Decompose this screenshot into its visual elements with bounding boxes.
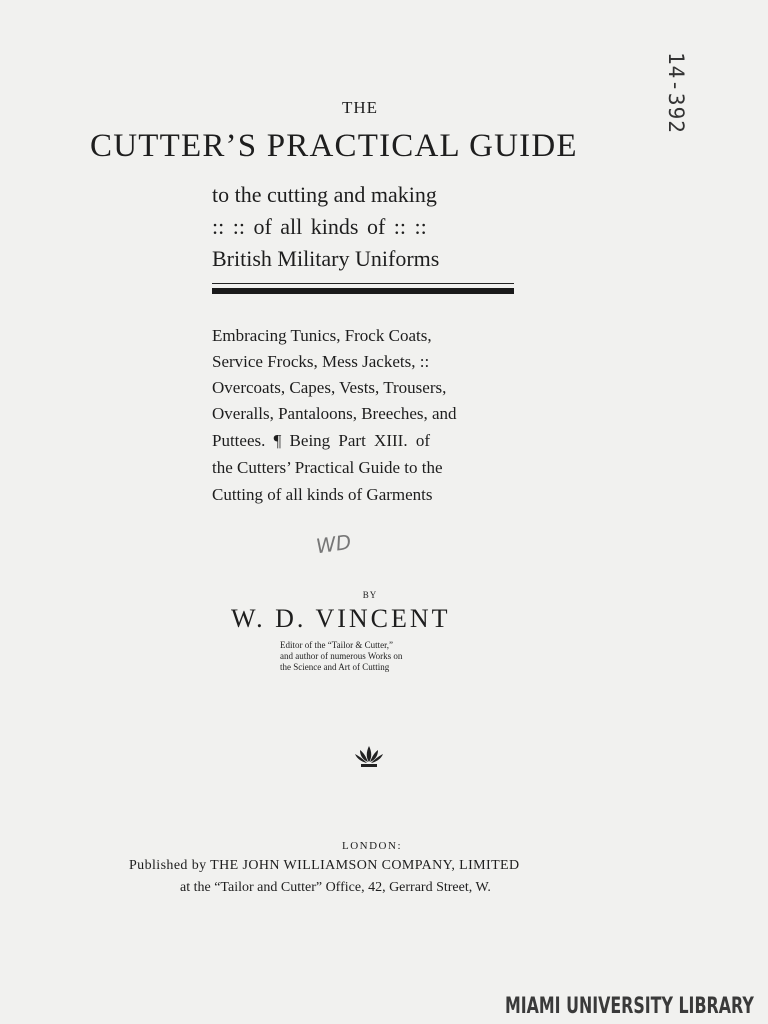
contents-line-5: Puttees. ¶ Being Part XIII. of [212,431,430,450]
imprint-publisher: Published by THE JOHN WILLIAMSON COMPANY, LIMITED [129,858,520,873]
imprint-office: at the “Tailor and Cutter” Office, 42, Gerrard Street, W. [180,880,491,895]
contents-line-1: Embracing Tunics, Frock Coats, [212,326,432,345]
subtitle-line-2: :: :: of all kinds of :: :: [212,214,427,239]
library-stamp: MIAMI UNIVERSITY LIBRARY [505,994,754,1019]
handwritten-initials: WD [314,529,353,559]
editor-line-2: and author of numerous Works on [280,651,403,661]
contents-line-6: the Cutters’ Practical Guide to the [212,458,443,477]
editor-line-3: the Science and Art of Cutting [280,662,390,672]
contents-line-7: Cutting of all kinds of Garments [212,485,433,504]
title-the: THE [341,98,379,117]
contents-line-4: Overalls, Pantaloons, Breeches, and [212,404,457,423]
contents-line-3: Overcoats, Capes, Vests, Trousers, [212,378,447,397]
author-name: W. D. VINCENT [231,604,451,633]
editor-line-1: Editor of the “Tailor & Cutter,” [280,640,393,650]
lotus-ornament-icon [354,744,384,775]
imprint-city: LONDON: [342,840,402,852]
subtitle-line-3: British Military Uniforms [212,246,440,271]
subtitle-line-1: to the cutting and making [212,182,437,207]
divider-thick [212,288,514,294]
main-title: CUTTER’S PRACTICAL GUIDE [90,128,578,164]
divider-thin [212,283,514,284]
contents-line-2: Service Frocks, Mess Jackets, :: [212,352,430,371]
by-label: BY [362,590,378,600]
catalog-number: 14-392 [664,52,688,134]
